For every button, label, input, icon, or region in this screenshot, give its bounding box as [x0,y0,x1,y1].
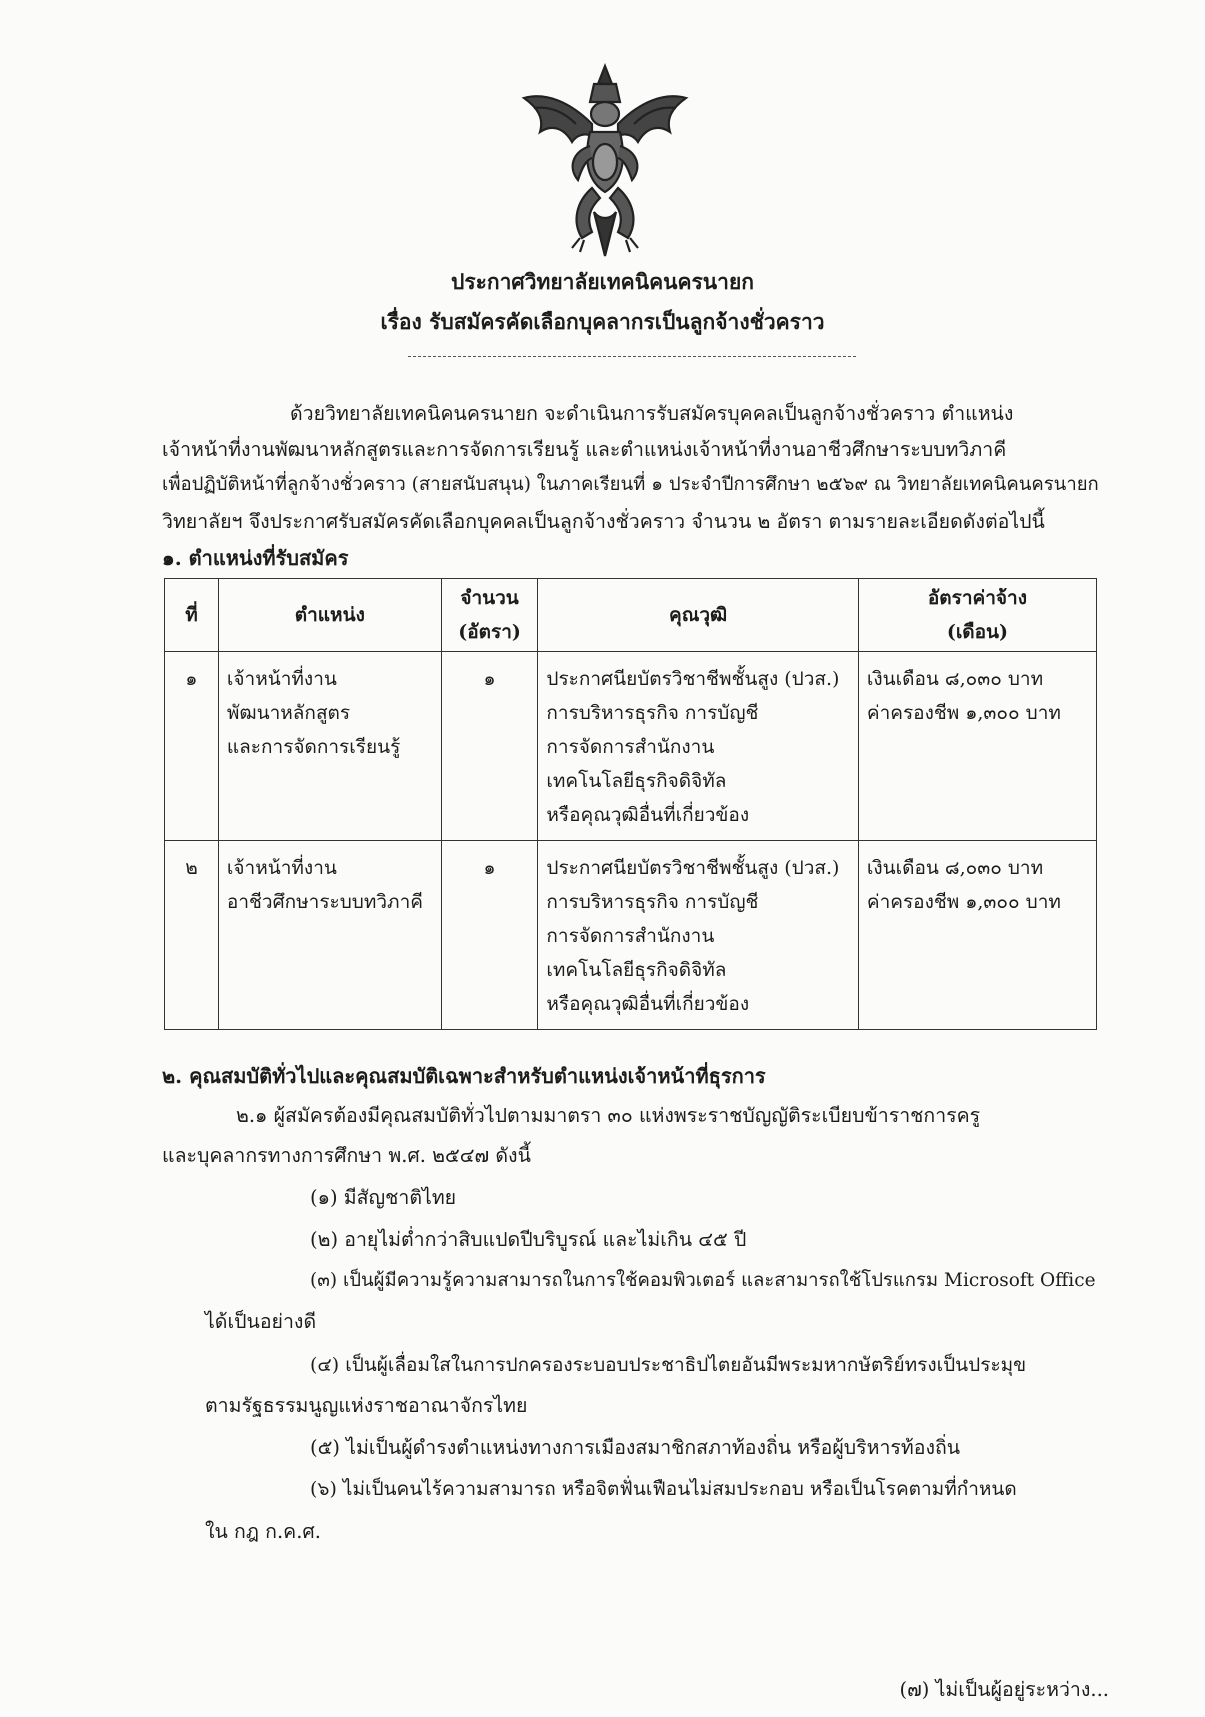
row-1-qual-line: หรือคุณวุฒิอื่นที่เกี่ยวข้อง [546,804,750,826]
item-3-line-1: (๓) เป็นผู้มีความรู้ความสามารถในการใช้คอมพิวเตอร์ และสามารถใช้โปรแกรม Microsoft Office [310,1270,1096,1291]
item-4-line-1: (๔) เป็นผู้เลื่อมใสในการปกครองระบอบประชาธิปไตยอันมีพระมหากษัตริย์ทรงเป็นประมุข [310,1354,1027,1376]
section-1-heading: ๑. ตำแหน่งที่รับสมัคร [162,546,349,570]
row-1-position-line: เจ้าหน้าที่งาน [226,668,337,690]
row-2-salary: เงินเดือน ๘,๐๓๐ บาท [866,857,1044,879]
row-1-no: ๑ [165,652,219,841]
header-rate-line-2: (เดือน) [946,621,1009,643]
table-row [165,652,1097,841]
row-1-position-line: และการจัดการเรียนรู้ [226,736,401,758]
header-count-line-1: จำนวน [460,587,519,609]
intro-line-2: เจ้าหน้าที่งานพัฒนาหลักสูตรและการจัดการเรียนรู้ และตำแหน่งเจ้าหน้าที่งานอาชีวศึกษาระบบทวิภาคี [162,438,1007,461]
header-no: ที่ [165,579,219,652]
header-rate-line-1: อัตราค่าจ้าง [927,587,1027,609]
row-1-position [218,652,441,841]
garuda-emblem-icon [520,62,690,258]
item-5: (๕) ไม่เป็นผู้ดำรงตำแหน่งทางการเมืองสมาชิกสภาท้องถิ่น หรือผู้บริหารท้องถิ่น [310,1436,961,1459]
announcement-title: ประกาศวิทยาลัยเทคนิคนครนายก [451,269,754,294]
header-rate [858,579,1096,652]
clause-2-1-line-1: ๒.๑ ผู้สมัครต้องมีคุณสมบัติทั่วไปตามมาตรา ๓๐ แห่งพระราชบัญญัติระเบียบข้าราชการครู [236,1104,981,1127]
row-2-qual-line: เทคโนโลยีธุรกิจดิจิทัล [546,959,727,981]
item-2: (๒) อายุไม่ต่ำกว่าสิบแปดปีบริบูรณ์ และไม่เกิน ๔๕ ปี [310,1228,747,1251]
table-header-row [165,579,1097,652]
row-2-position-line: เจ้าหน้าที่งาน [226,857,337,879]
header-position: ตำแหน่ง [218,579,441,652]
row-2-qual-line: ประกาศนียบัตรวิชาชีพชั้นสูง (ปวส.) [546,857,840,879]
intro-line-3: เพื่อปฏิบัติหน้าที่ลูกจ้างชั่วคราว (สายสนับสนุน) ในภาคเรียนที่ ๑ ประจำปีการศึกษา ๒๕๖๙ ณ วิทยาลัยเทคนิคนครนายก [162,474,1099,495]
row-1-qualification [538,652,859,841]
item-6-line-2: ใน กฎ ก.ค.ศ. [205,1520,321,1543]
title-divider [408,356,856,357]
header-count [441,579,538,652]
row-1-qual-line: ประกาศนียบัตรวิชาชีพชั้นสูง (ปวส.) [546,668,840,690]
row-1-position-line: พัฒนาหลักสูตร [226,702,351,724]
row-2-qual-line: การจัดการสำนักงาน [546,925,715,947]
item-3-line-2: ได้เป็นอย่างดี [205,1310,317,1333]
row-1-allowance: ค่าครองชีพ ๑,๓๐๐ บาท [866,702,1061,724]
item-6-line-1: (๖) ไม่เป็นคนไร้ความสามารถ หรือจิตฟั่นเฟือนไม่สมประกอบ หรือเป็นโรคตามที่กำหนด [310,1478,1017,1500]
row-2-qualification [538,841,859,1030]
row-2-position [218,841,441,1030]
positions-table [164,578,1097,1030]
row-2-position-line: อาชีวศึกษาระบบทวิภาคี [226,891,423,913]
item-4-line-2: ตามรัฐธรรมนูญแห่งราชอาณาจักรไทย [205,1394,528,1417]
header-count-line-2: (อัตรา) [458,621,521,643]
continuation-text: (๗) ไม่เป็นผู้อยู่ระหว่าง... [899,1678,1109,1701]
announcement-subject: เรื่อง รับสมัครคัดเลือกบุคลากรเป็นลูกจ้างชั่วคราว [380,309,825,334]
intro-line-1: ด้วยวิทยาลัยเทคนิคนครนายก จะดำเนินการรับสมัครบุคคลเป็นลูกจ้างชั่วคราว ตำแหน่ง [290,402,1014,425]
row-1-qual-line: การจัดการสำนักงาน [546,736,715,758]
row-1-qual-line: เทคโนโลยีธุรกิจดิจิทัล [546,770,727,792]
row-1-count: ๑ [441,652,538,841]
header-qualification: คุณวุฒิ [538,579,859,652]
clause-2-1-line-2: และบุคลากรทางการศึกษา พ.ศ. ๒๕๔๗ ดังนี้ [162,1144,531,1167]
item-1: (๑) มีสัญชาติไทย [310,1186,457,1209]
row-2-no: ๒ [165,841,219,1030]
row-2-count: ๑ [441,841,538,1030]
row-1-salary: เงินเดือน ๘,๐๓๐ บาท [866,668,1044,690]
table-row [165,841,1097,1030]
row-2-allowance: ค่าครองชีพ ๑,๓๐๐ บาท [866,891,1061,913]
intro-line-4: วิทยาลัยฯ จึงประกาศรับสมัครคัดเลือกบุคคลเป็นลูกจ้างชั่วคราว จำนวน ๒ อัตรา ตามรายละเอียดดังต่อไปนี้ [162,510,1045,533]
row-2-qual-line: หรือคุณวุฒิอื่นที่เกี่ยวข้อง [546,993,750,1015]
row-1-rate [858,652,1096,841]
row-2-rate [858,841,1096,1030]
section-2-heading: ๒. คุณสมบัติทั่วไปและคุณสมบัติเฉพาะสำหรับตำแหน่งเจ้าหน้าที่ธุรการ [162,1064,766,1088]
row-2-qual-line: การบริหารธุรกิจ การบัญชี [546,891,759,913]
row-1-qual-line: การบริหารธุรกิจ การบัญชี [546,702,759,724]
